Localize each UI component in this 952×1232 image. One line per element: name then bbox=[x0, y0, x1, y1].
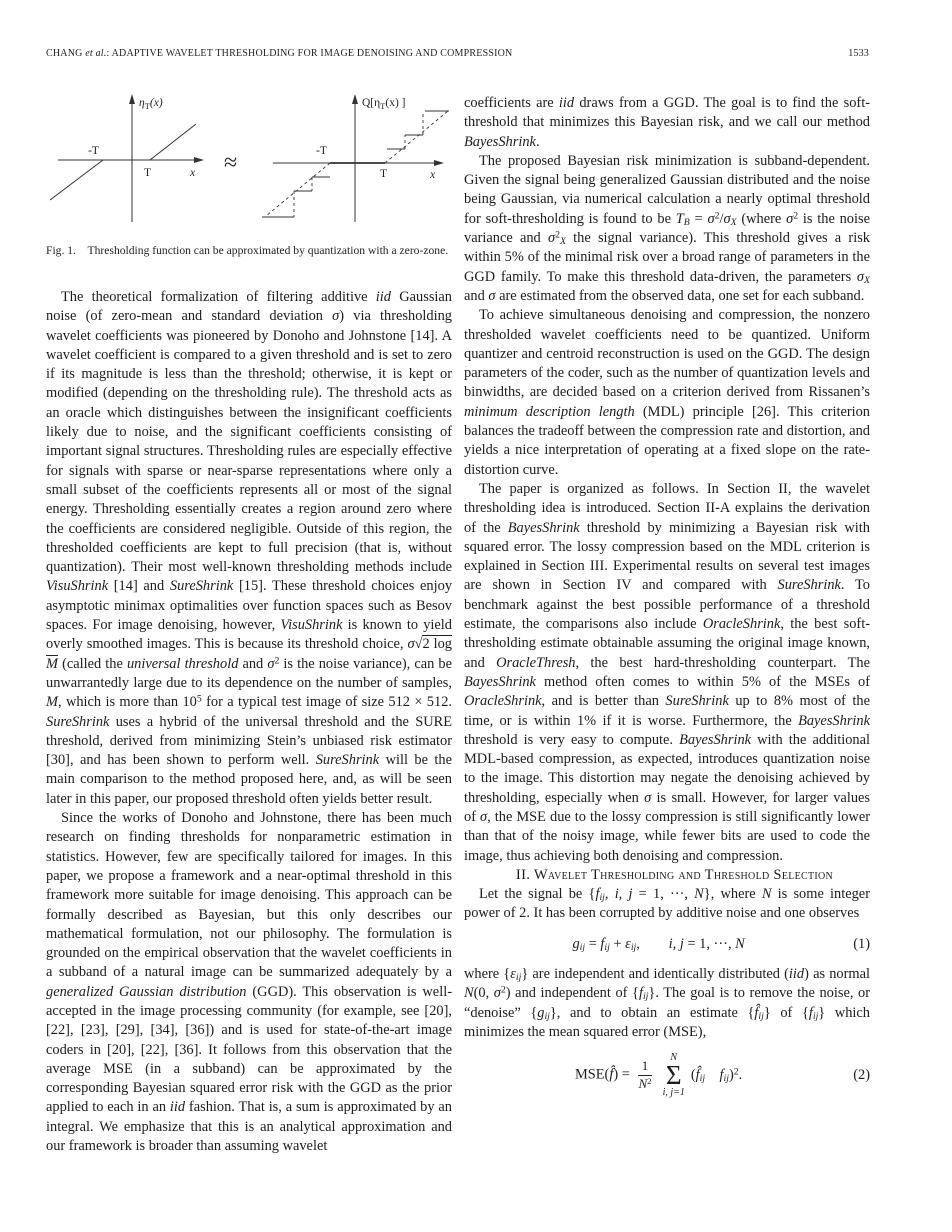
paragraph: coefficients are iid draws from a GGD. The goal is to find the soft-threshold that minimizes this Bayesian risk, and we call our method BayesShrink. bbox=[464, 95, 871, 150]
figure-1-canvas bbox=[46, 90, 452, 238]
figure-1 bbox=[46, 90, 452, 243]
paragraph: Let the signal be {fij, i, j = 1, ···, N}, where N is some integer power of 2. It has been corrupted by additive noise and one observes bbox=[464, 886, 870, 922]
paragraph: where {εij} are independent and identically distributed (iid) as normal N(0, $\sigma^2$) and independent of {fij}. The goal is to remove the noise, or “denoise” {gij}, and to obtain an estimate {f̂ij} of {fij} which minimizes the mean squared error (MSE), bbox=[464, 966, 871, 1040]
x-axis-label: x bbox=[190, 167, 196, 179]
right-column bbox=[464, 94, 870, 1109]
page-number: 1533 bbox=[848, 48, 869, 59]
soft-threshold-plot bbox=[50, 94, 204, 222]
neg-threshold-label: -T bbox=[88, 145, 99, 157]
right-arrow-icon bbox=[434, 160, 444, 166]
eta-function-label: $\eta_T(x)$ bbox=[139, 97, 163, 111]
equation-number: (1) bbox=[853, 935, 870, 952]
paragraph: To achieve simultaneous denoising and compression, the nonzero thresholded wavelet coefficients need to be quantized. Uniform quantizer and centroid reconstruction is used on the GGD. The design parameters of the coder, such as the number of quantization levels and binwidths, are decided based on a criterion derived from Rissanen’s minimum description length (MDL) principle [26]. This criterion balances the tradeoff between the compression rate and distortion, and yields a nice interpretation of operating at a fixed slope on the rate-distortion curve. bbox=[464, 307, 871, 478]
paragraph: The paper is organized as follows. In Section II, the wavelet thresholding idea is introduced. Section II-A explains the derivation of the BayesShrink threshold by minimizing a Bayesian risk with squared error. The lossy compression based on the MDL criterion is explained in Section III. Experimental results on several test images are shown in Section IV and compared with SureShrink. To benchmark against the best possible performance of a threshold estimate, the comparisons also include OracleShrink, the best soft-thresholding estimate obtainable assuming the original image known, and OracleThresh, the best hard-thresholding counterpart. The BayesShrink method often comes to within 5% of the MSEs of OracleShrink, and is better than SureShrink up to 8% most of the time, or is within 1% if it is worse. Furthermore, the BayesShrink threshold is very easy to compute. BayesShrink with the additional MDL-based compression, as expected, introduces quantization noise to the image. This distortion may negate the denoising achieved by thresholding, especially when σ is small. However, for larger values of σ, the MSE due to the lossy compression is still significantly lower than that of the noisy image, while fewer bits are used to code the image, thus achieving both denoising and compression. bbox=[464, 480, 871, 864]
left-column bbox=[46, 288, 452, 1156]
quantized-eta-label: $Q[\eta_T(x)$ ] bbox=[362, 97, 406, 111]
paragraph: The proposed Bayesian risk minimization is subband-dependent. Given the signal being generalized Gaussian distributed and the noise being Gaussian, via numerical calculation a nearly optimal threshold for soft-thresholding is found to be TB = $\sigma^2/\sigma X$ (where $\sigma^2$ is the noise variance and $\sigma^2X$ the signal variance). This threshold gives a risk within 5% of the minimal risk over a broad range of parameters in the GGD family. To make this threshold data-driven, the parameters σX and σ are estimated from the observed data, one set for each subband. bbox=[464, 152, 870, 304]
equation-1: gij = fij + εij, i, j = 1, ···, N (1) bbox=[572, 935, 870, 953]
neg-threshold-label: -T bbox=[316, 145, 327, 157]
x-axis-label: x bbox=[430, 169, 436, 181]
paragraph: The theoretical formalization of filtering additive iid Gaussian noise (of zero-mean and standard deviation σ) via thresholding wavelet coefficients was pioneered by Donoho and Johnstone [14]. A wavelet coefficient is compared to a given threshold and is set to zero if its magnitude is less than the threshold; otherwise, it is kept or modified (depending on the thresholding rule). The threshold acts as an oracle which distinguishes between the insignificant coefficients likely due to noise, and the significant coefficients consisting of important signal structures. Thresholding rules are especially effective for signals with sparse or near-sparse representations where only a small subset of the coefficients represents all or most of the signal energy. Thresholding essentially creates a region around zero where the coefficients are considered negligible. Outside of this region, the thresholded coefficients are kept to full precision (that is, without quantization). Their most well-known thresholding methods include VisuShrink [14] and SureShrink [15]. These threshold choices enjoy asymptotic minimax optimalities over function spaces such as Besov spaces. For image denoising, however, VisuShrink is known to yield overly smoothed images. This is because its threshold choice, σ√2 log M (called the universal threshold and $\sigma^2$ is the noise variance), can be unwarrantedly large due to its dependence on the number of samples, M, which is more than $10^5$ for a typical test image of size 512 × 512. SureShrink uses a hybrid of the universal threshold and the SURE threshold, derived from minimizing Stein’s unbiased risk estimator [30], and has been shown to perform well. SureShrink will be the main comparison to the method proposed here, and, as will be seen later in this paper, our proposed threshold often yields better result. bbox=[46, 289, 453, 807]
running-head-title: CHANG et al.: ADAPTIVE WAVELET THRESHOLDING FOR IMAGE DENOISING AND COMPRESSION bbox=[46, 48, 513, 59]
pos-threshold-label: T bbox=[144, 167, 152, 179]
figure-1-caption: Fig. 1. Thresholding function can be approximated by quantization with a zero-zone. bbox=[46, 244, 449, 257]
up-arrow-icon bbox=[129, 94, 135, 104]
fraction: $\frac{1}{N^2}$ bbox=[638, 1057, 652, 1091]
pos-threshold-label: T bbox=[380, 168, 388, 180]
paragraph: Since the works of Donoho and Johnstone, there has been much research on finding thresholds for nonparametric estimation in statistics. However, few are specifically tailored for images. In this paper, we propose a framework and a near-optimal threshold in this framework more suitable for image denoising. This approach can be formally described as Bayesian, but this only describes our mathematical formulation, not our philosophy. The formulation is grounded on the empirical observation that the wavelet coefficients in a subband of a natural image can be summarized adequately by a generalized Gaussian distribution (GGD). This observation is well-accepted in the image processing community (for example, see [20], [22], [23], [29], [34], [36]) and is used for state-of-the-art image coders in [20], [22], [36]. It follows from this observation that the average MSE (in a subband) can be approximated by the corresponding Bayesian squared error risk with the GGD as the prior applied to each in an iid fashion. That is, a sum is approximated by an integral. We emphasize that this is an analytical approximation and our framework is broader than assuming wavelet bbox=[46, 810, 452, 1155]
right-arrow-icon bbox=[194, 157, 204, 163]
summation: N Σ i, j=1 bbox=[662, 1052, 685, 1098]
quantized-plot bbox=[262, 94, 449, 222]
equation-number: (2) bbox=[853, 1066, 870, 1083]
approx-symbol: ≈ bbox=[224, 150, 238, 176]
running-head bbox=[46, 48, 869, 59]
section-heading: II. Wavelet Thresholding and Threshold Selection bbox=[515, 866, 834, 883]
up-arrow-icon bbox=[352, 94, 358, 104]
equation-2: MSE(f̂) = $\frac{1}{N^2}$ N Σ i, j=1 (f̂ij fij)$^2$. (2) bbox=[574, 1052, 870, 1098]
